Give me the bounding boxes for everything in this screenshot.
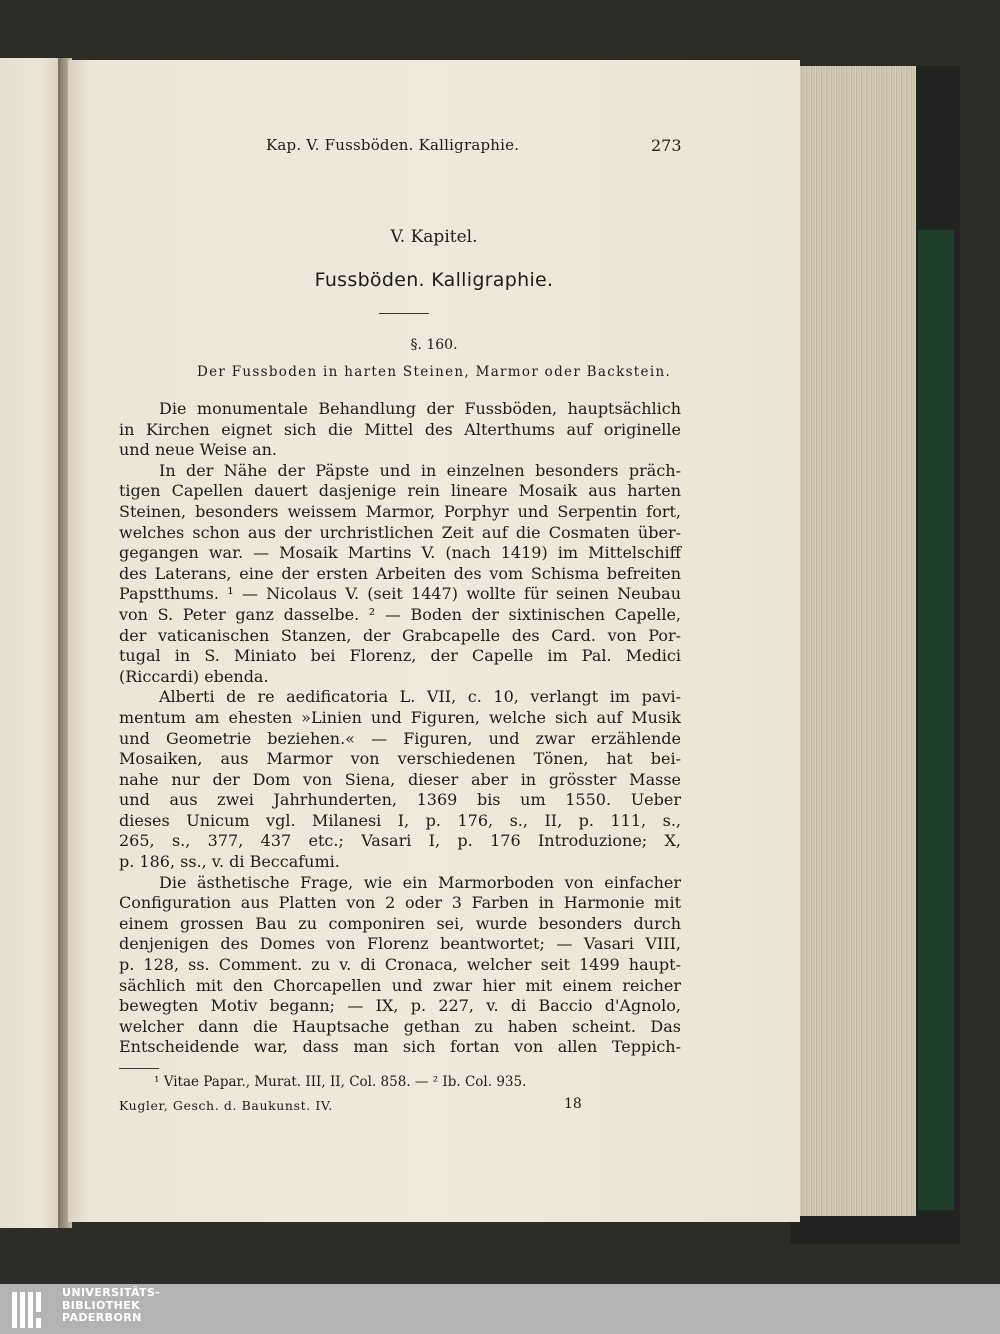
library-name-line: PADERBORN xyxy=(62,1311,142,1324)
text-line: gegangen war. — Mosaik Martins V. (nach 1419) im Mittelschiff xyxy=(119,543,681,563)
library-footer xyxy=(0,1284,1000,1334)
text-line: Configuration aus Platten von 2 oder 3 Farben in Harmonie mit xyxy=(119,893,681,913)
text-line: und Geometrie beziehen.« — Figuren, und zwar erzählende xyxy=(119,728,681,748)
text-line: Steinen, besonders weissem Marmor, Porphyr und Serpentin fort, xyxy=(119,501,681,521)
text-line: von S. Peter ganz dasselbe. ² — Boden der sixtinischen Capelle, xyxy=(119,604,681,624)
title-rule xyxy=(379,313,429,314)
text-line: bewegten Motiv begann; — IX, p. 227, v. di Baccio d'Agnolo, xyxy=(119,996,681,1016)
text-line: p. 128, ss. Comment. zu v. di Cronaca, welcher seit 1499 haupt- xyxy=(119,955,681,975)
text-line: welches schon aus der urchristlichen Zeit auf die Cosmaten über- xyxy=(119,522,681,542)
library-logo-icon xyxy=(10,1290,46,1330)
text-line: Papstthums. ¹ — Nicolaus V. (seit 1447) wollte für seinen Neubau xyxy=(119,584,681,604)
text-line: Alberti de re aedificatoria L. VII, c. 10, verlangt im pavi- xyxy=(159,687,681,707)
page-edges xyxy=(796,66,916,1216)
text-line: tugal in S. Miniato bei Florenz, der Capelle im Pal. Medici xyxy=(119,646,681,666)
section-number: §. 160. xyxy=(410,337,458,353)
text-line: und neue Weise an. xyxy=(119,440,277,460)
library-name xyxy=(62,1287,160,1325)
footnote-rule xyxy=(119,1068,159,1069)
text-line: mentum am ehesten »Linien und Figuren, welche sich auf Musik xyxy=(119,707,681,727)
text-line: des Laterans, eine der ersten Arbeiten des vom Schisma befreiten xyxy=(119,563,681,583)
text-line: in Kirchen eignet sich die Mittel des Alterthums auf originelle xyxy=(119,419,681,439)
text-line: p. 186, ss., v. di Beccafumi. xyxy=(119,852,340,872)
printer-signature: Kugler, Gesch. d. Baukunst. IV. xyxy=(119,1098,333,1113)
library-name-line: BIBLIOTHEK xyxy=(62,1298,141,1312)
text-line: Die monumentale Behandlung der Fussböden, hauptsächlich xyxy=(159,399,681,418)
text-line: In der Nähe der Päpste und in einzelnen besonders präch- xyxy=(159,460,681,480)
text-line: dieses Unicum vgl. Milanesi I, p. 176, s., II, p. 111, s., xyxy=(119,810,681,830)
section-title: Der Fussboden in harten Steinen, Marmor oder Backstein. xyxy=(196,364,672,380)
chapter-label: V. Kapitel. xyxy=(390,227,478,247)
text-line: einem grossen Bau zu componiren sei, wurde besonders durch xyxy=(119,913,681,933)
text-line: und aus zwei Jahrhunderten, 1369 bis um 1550. Ueber xyxy=(119,790,681,810)
text-line: 265, s., 377, 437 etc.; Vasari I, p. 176 Introduzione; X, xyxy=(119,831,681,851)
text-line: sächlich mit den Chorcapellen und zwar hier mit einem reicher xyxy=(119,975,681,995)
text-line: denjenigen des Domes von Florenz beantwortet; — Vasari VIII, xyxy=(119,934,681,954)
text-line: Die ästhetische Frage, wie ein Marmorboden von einfacher xyxy=(159,872,681,892)
text-line: tigen Capellen dauert dasjenige rein lineare Mosaik aus harten xyxy=(119,481,681,501)
running-head: Kap. V. Fussböden. Kalligraphie. xyxy=(266,136,520,154)
body-text xyxy=(119,399,681,1058)
sheet-number: 18 xyxy=(564,1096,582,1112)
book-page xyxy=(68,60,800,1222)
text-line: Mosaiken, aus Marmor von verschiedenen Tönen, hat bei- xyxy=(119,749,681,769)
cover-spine-cloth xyxy=(918,230,954,1210)
chapter-title: Fussböden. Kalligraphie. xyxy=(314,269,554,291)
text-line: welcher dann die Hauptsache gethan zu haben scheint. Das xyxy=(119,1016,681,1036)
page-number: 273 xyxy=(651,136,682,155)
text-line: Entscheidende war, dass man sich fortan von allen Teppich- xyxy=(119,1037,681,1057)
library-name-line: UNIVERSITÄTS- xyxy=(62,1286,161,1299)
text-line: nahe nur der Dom von Siena, dieser aber in grösster Masse xyxy=(119,769,681,789)
footnote: ¹ Vitae Papar., Murat. III, II, Col. 858. — ² Ib. Col. 935. xyxy=(154,1074,527,1090)
text-line: der vaticanischen Stanzen, der Grabcapelle des Card. von Por- xyxy=(119,625,681,645)
text-line: (Riccardi) ebenda. xyxy=(119,666,269,686)
